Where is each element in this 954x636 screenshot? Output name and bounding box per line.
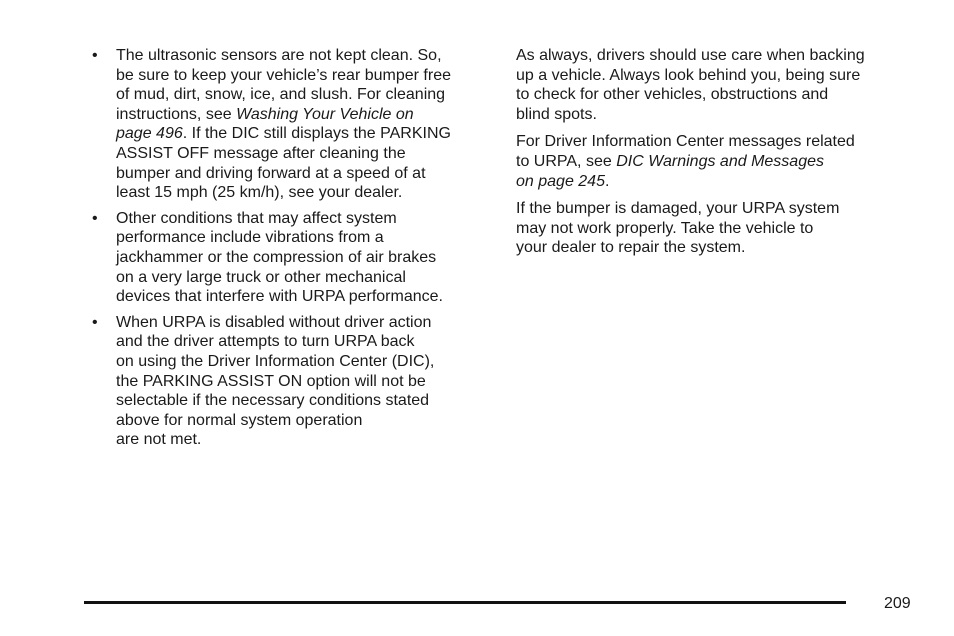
text-run: bumper and driving forward at a speed of at — [116, 164, 426, 182]
text-line — [116, 85, 492, 105]
right-column — [516, 46, 916, 266]
text-line — [116, 411, 492, 431]
text-line — [516, 172, 916, 192]
cross-reference-text: on page 245 — [516, 172, 605, 190]
text-line — [116, 248, 492, 268]
text-line — [516, 132, 916, 152]
text-line — [116, 313, 492, 333]
bullet-list — [92, 46, 492, 450]
text-run: ASSIST OFF message after cleaning the — [116, 144, 406, 162]
text-run: least 15 mph (25 km/h), see your dealer. — [116, 184, 403, 202]
text-run: your dealer to repair the system. — [516, 239, 746, 257]
text-run: When URPA is disabled without driver action — [116, 313, 432, 331]
bullet-text — [116, 313, 492, 450]
text-line — [516, 85, 916, 105]
text-line — [116, 124, 492, 144]
text-run: above for normal system operation — [116, 411, 363, 429]
text-line — [116, 209, 492, 229]
text-run: instructions, see — [116, 105, 237, 123]
bullet-icon: • — [92, 313, 98, 331]
text-run: are not met. — [116, 431, 202, 449]
text-line — [116, 391, 492, 411]
text-run: of mud, dirt, snow, ice, and slush. For cleaning — [116, 86, 446, 104]
bullet-item — [92, 46, 492, 203]
text-run: and the driver attempts to turn URPA back — [116, 333, 415, 351]
text-run: on using the Driver Information Center (DIC), — [116, 352, 435, 370]
bullet-text — [116, 46, 492, 203]
text-run: performance include vibrations from a — [116, 229, 384, 247]
text-line — [116, 164, 492, 184]
text-run: jackhammer or the compression of air brakes — [116, 248, 437, 266]
text-line — [116, 105, 492, 125]
text-line — [116, 183, 492, 203]
text-line — [116, 372, 492, 392]
text-line — [116, 228, 492, 248]
text-line — [116, 332, 492, 352]
bullet-item — [92, 209, 492, 307]
text-line — [516, 238, 916, 258]
text-run: Other conditions that may affect system — [116, 209, 397, 227]
text-run: on a very large truck or other mechanical — [116, 268, 406, 286]
text-line — [516, 219, 916, 239]
bullet-icon: • — [92, 47, 98, 64]
text-line — [516, 199, 916, 219]
paragraph — [516, 46, 916, 124]
text-run: . If the DIC still displays the PARKING — [182, 125, 451, 143]
text-run: be sure to keep your vehicle’s rear bumper free — [116, 66, 451, 84]
bullet-icon: • — [92, 209, 98, 227]
paragraph — [516, 132, 916, 191]
left-column — [92, 46, 492, 456]
text-run: For Driver Information Center messages related — [516, 133, 855, 151]
page-number: 209 — [884, 595, 911, 612]
text-line — [116, 144, 492, 164]
text-line — [116, 287, 492, 307]
text-line — [516, 66, 916, 86]
text-run: blind spots. — [516, 105, 597, 123]
text-run: to URPA, see — [516, 152, 617, 170]
text-run: . — [604, 172, 610, 190]
text-run: devices that interfere with URPA performance. — [116, 288, 443, 306]
text-run: As always, drivers should use care when backing — [516, 47, 865, 64]
text-line — [516, 105, 916, 125]
text-line — [516, 46, 916, 66]
bullet-text — [116, 209, 492, 307]
bullet-item — [92, 313, 492, 450]
text-run: If the bumper is damaged, your URPA system — [516, 200, 840, 218]
text-run: to check for other vehicles, obstructions and — [516, 86, 829, 104]
text-line — [516, 152, 916, 172]
text-run: selectable if the necessary conditions stated — [116, 392, 430, 410]
text-line — [116, 268, 492, 288]
text-run: up a vehicle. Always look behind you, being sure — [516, 66, 861, 84]
text-run: may not work properly. Take the vehicle to — [516, 219, 814, 237]
text-line — [116, 66, 492, 86]
cross-reference-text: DIC Warnings and Messages — [616, 152, 824, 170]
footer-rule — [84, 601, 846, 604]
text-run: the PARKING ASSIST ON option will not be — [116, 372, 426, 390]
text-line — [116, 46, 492, 66]
text-line — [116, 430, 492, 450]
text-line — [116, 352, 492, 372]
cross-reference-text: Washing Your Vehicle on — [236, 105, 414, 123]
text-run: The ultrasonic sensors are not kept clean. So, — [116, 47, 442, 64]
paragraph — [516, 199, 916, 258]
cross-reference-text: page 496 — [116, 125, 183, 143]
